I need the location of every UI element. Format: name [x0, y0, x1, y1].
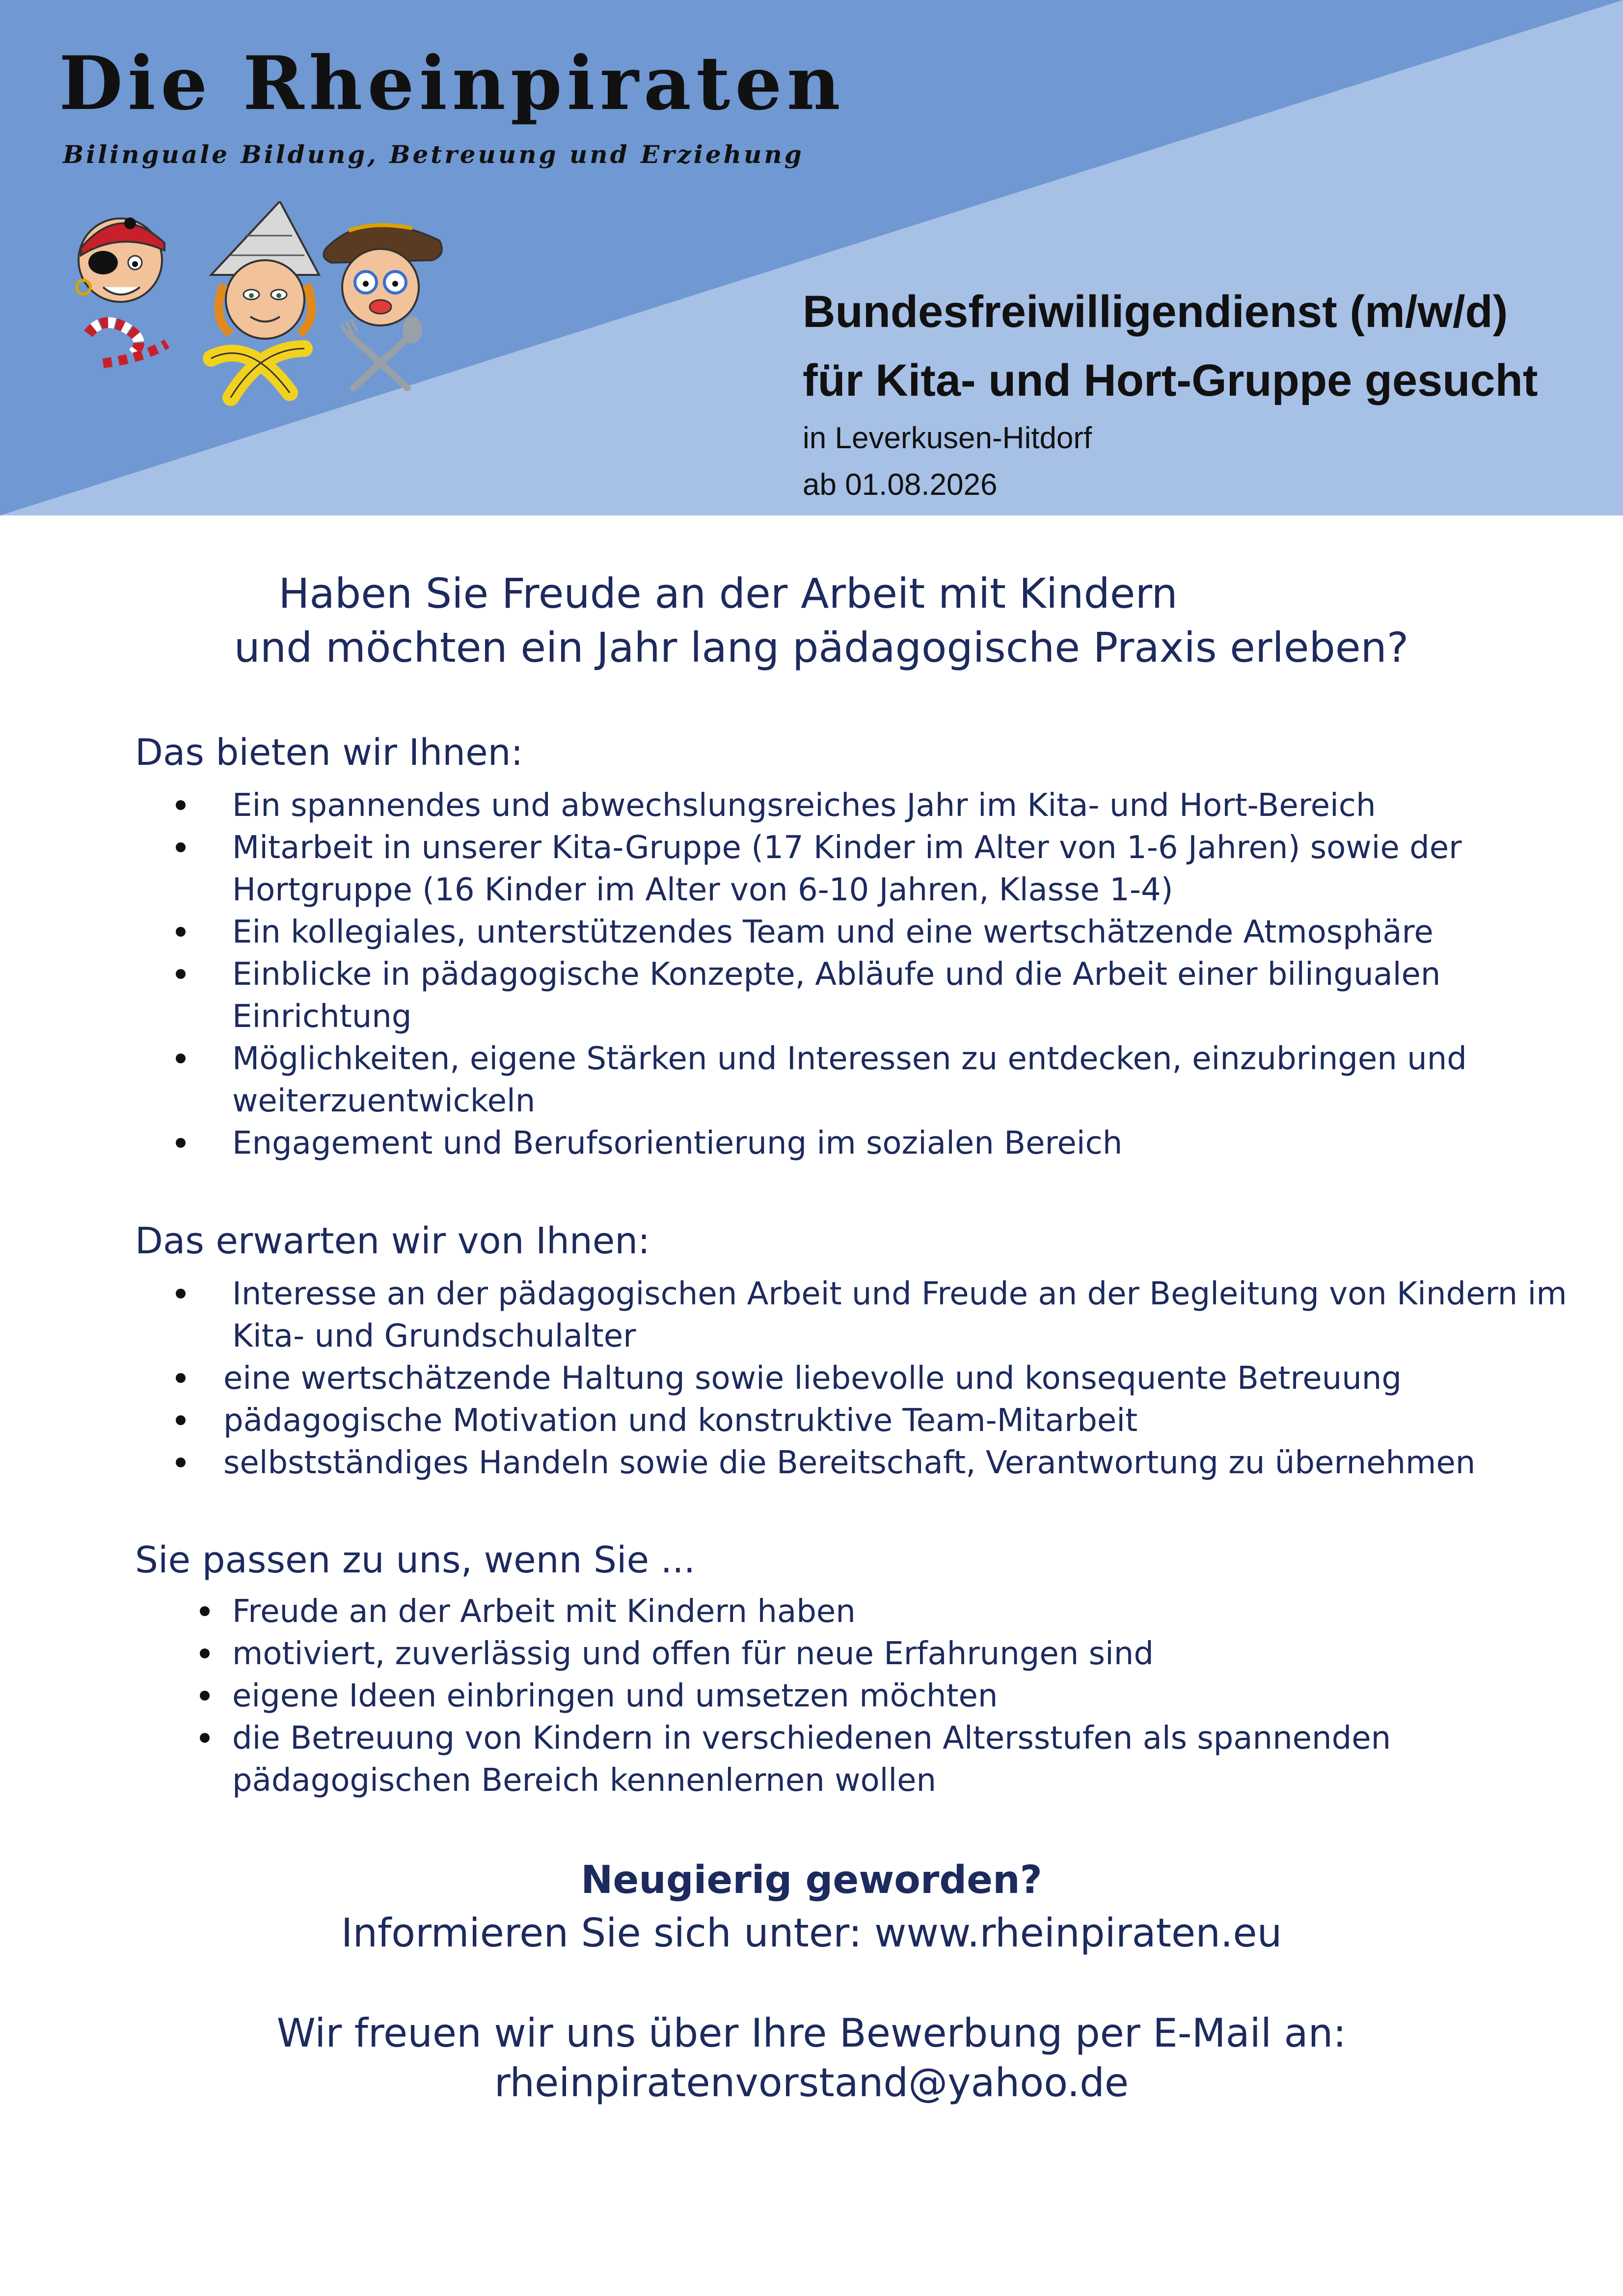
bananas-icon: [211, 349, 304, 398]
list-item: die Betreuung von Kindern in verschiedenen Altersstufen als spannenden pädagogischen Bereich kennenlernen wollen: [193, 1717, 1391, 1802]
crossed-cutlery-icon: [341, 316, 422, 388]
job-title-line1: Bundesfreiwilligendienst (m/w/d): [803, 287, 1508, 337]
application-note: Wir freuen wir uns über Ihre Bewerbung per E-Mail an:: [276, 2010, 1347, 2056]
list-item: motiviert, zuverlässig und offen für neue Erfahrungen sind: [193, 1633, 1391, 1675]
fit-list: [193, 1591, 1391, 1802]
list-item: Ein spannendes und abwechslungsreiches Jahr im Kita- und Hort-Bereich: [176, 784, 1467, 827]
job-start-date: ab 01.08.2026: [803, 468, 998, 502]
headline-line1: Haben Sie Freude an der Arbeit mit Kindern: [278, 569, 1178, 618]
paper-hat-kid-icon: [211, 201, 319, 339]
list-item: Mitarbeit in unserer Kita-Gruppe (17 Kinder im Alter von 1-6 Jahren) sowie der Hortgruppe (16 Kinder im Alter von 6-10 Jahren, Klasse 1-4): [176, 827, 1467, 911]
expect-list: [176, 1273, 1567, 1484]
candy-cane-icon: [88, 323, 167, 363]
pirate-boy-icon: [77, 217, 164, 302]
list-item: selbstständiges Handeln sowie die Bereitschaft, Verantwortung zu übernehmen: [176, 1442, 1567, 1484]
cta-heading: Neugierig geworden?: [581, 1858, 1042, 1902]
list-item: eigene Ideen einbringen und umsetzen möchten: [193, 1675, 1391, 1717]
job-title-line2: für Kita- und Hort-Gruppe gesucht: [803, 355, 1538, 405]
offer-title: Das bieten wir Ihnen:: [135, 731, 523, 774]
website-info: Informieren Sie sich unter: www.rheinpiraten.eu: [341, 1910, 1282, 1956]
list-item: Ein kollegiales, unterstützendes Team und eine wertschätzende Atmosphäre: [176, 911, 1467, 953]
list-item: Freude an der Arbeit mit Kindern haben: [193, 1591, 1391, 1633]
offer-list: [176, 784, 1467, 1164]
job-location: in Leverkusen-Hitdorf: [803, 421, 1092, 455]
mascot-illustration: [74, 201, 466, 407]
job-info: [803, 277, 1538, 508]
logo-title: Die Rheinpiraten: [59, 40, 845, 127]
expect-title: Das erwarten wir von Ihnen:: [135, 1220, 650, 1262]
tricorn-pirate-girl-icon: [324, 225, 442, 325]
header-banner: [0, 0, 1623, 515]
list-item: Einblicke in pädagogische Konzepte, Abläufe und die Arbeit einer bilingualen Einrichtung: [176, 953, 1467, 1038]
fit-title: Sie passen zu uns, wenn Sie ...: [135, 1539, 696, 1581]
list-item: pädagogische Motivation und konstruktive Team-Mitarbeit: [176, 1400, 1567, 1442]
list-item: eine wertschätzende Haltung sowie liebevolle und konsequente Betreuung: [176, 1357, 1567, 1400]
contact-email[interactable]: rheinpiratenvorstand@yahoo.de: [494, 2060, 1129, 2106]
list-item: Engagement und Berufsorientierung im sozialen Bereich: [176, 1122, 1467, 1164]
headline-line2: und möchten ein Jahr lang pädagogische Praxis erleben?: [234, 623, 1409, 672]
logo-subtitle: Bilinguale Bildung, Betreuung und Erziehung: [63, 140, 804, 169]
list-item: Interesse an der pädagogischen Arbeit und Freude an der Begleitung von Kindern im Kita- und Grundschulalter: [176, 1273, 1567, 1357]
list-item: Möglichkeiten, eigene Stärken und Interessen zu entdecken, einzubringen und weiterzuentwickeln: [176, 1038, 1467, 1122]
